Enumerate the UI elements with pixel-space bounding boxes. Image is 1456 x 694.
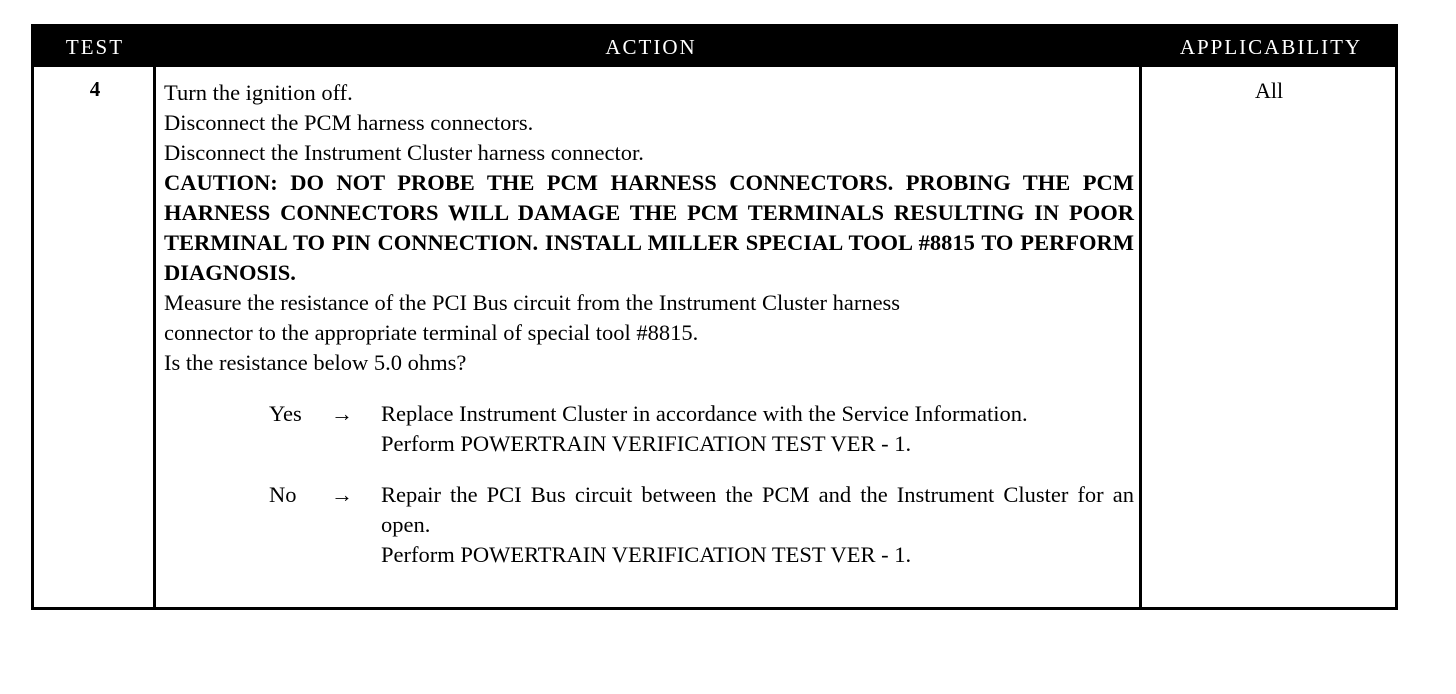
result-text: Repair the PCI Bus circuit between the PCM and the Instrument Cluster for an open. [381,482,1134,537]
caution-text: CAUTION: DO NOT PROBE THE PCM HARNESS CONNECTORS. PROBING THE PCM HARNESS CONNECTORS WILL DAMAGE THE PCM TERMINALS RESULTING IN POOR TERMINAL TO PIN CONNECTION. INSTALL MILLER SPECIAL TOOL #8815 TO PERFORM DIAGNOSIS. [164,170,1134,285]
question-text: Is the resistance below 5.0 ohms? [164,350,467,375]
result-text: Replace Instrument Cluster in accordance with the Service Information. [381,401,1028,426]
result-label-yes: Yes [269,401,302,426]
step-text: Disconnect the PCM harness connectors. [164,110,534,135]
measure-text: connector to the appropriate terminal of special tool #8815. [164,320,699,345]
column-divider [1139,67,1142,607]
column-divider [153,67,156,607]
result-followup: Perform POWERTRAIN VERIFICATION TEST VER - 1. [381,542,912,567]
applicability-value: All [1254,78,1284,103]
step-text: Turn the ignition off. [164,80,353,105]
step-text: Disconnect the Instrument Cluster harness connector. [164,140,644,165]
right-arrow-icon: → [331,401,353,426]
diagnostic-table [31,24,1398,610]
action-cell [164,78,1139,570]
measure-text: Measure the resistance of the PCI Bus circuit from the Instrument Cluster harness [164,290,901,315]
header-test: TEST [65,35,125,59]
header-action: ACTION [605,35,697,59]
result-yes [164,399,1139,459]
test-number: 4 [89,77,101,101]
table-header [34,27,1395,67]
result-label-no: No [269,482,297,507]
result-followup: Perform POWERTRAIN VERIFICATION TEST VER - 1. [381,431,912,456]
result-no [164,480,1139,570]
right-arrow-icon: → [331,482,353,507]
header-applicability: APPLICABILITY [1179,35,1363,59]
